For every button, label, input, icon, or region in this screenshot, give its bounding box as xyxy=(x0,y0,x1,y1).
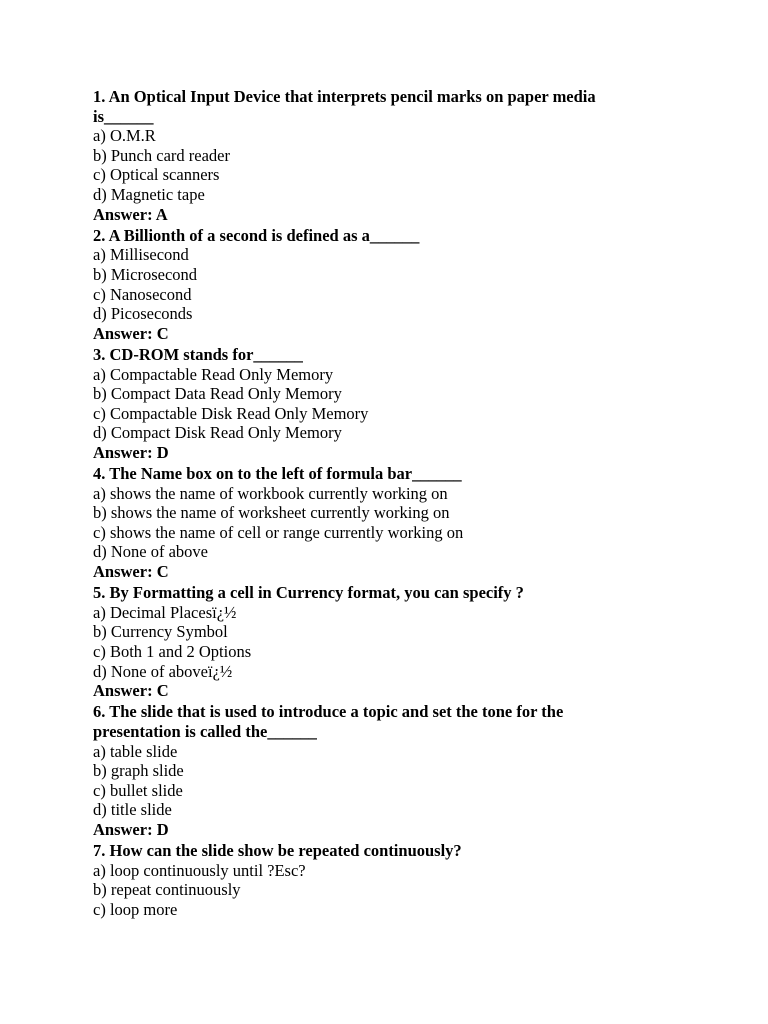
answer-line: Answer: D xyxy=(93,442,169,462)
option-c: c) Both 1 and 2 Options xyxy=(93,642,252,661)
answer-line: Answer: A xyxy=(93,204,168,224)
option-c: c) Compactable Disk Read Only Memory xyxy=(93,403,369,423)
question-text: 2. A Billionth of a second is defined as a______ xyxy=(93,225,420,245)
option-a: a) O.M.R xyxy=(93,126,156,146)
answer-line: Answer: C xyxy=(93,681,169,701)
option-c: c) loop more xyxy=(93,899,178,919)
question-text: 5. By Formatting a cell in Currency format, you can specify ? xyxy=(93,583,524,603)
question-text: 1. An Optical Input Device that interprets pencil marks on paper media is______ xyxy=(93,87,600,126)
option-b: b) Compact Data Read Only Memory xyxy=(93,384,342,404)
option-a: a) Millisecond xyxy=(93,245,189,265)
option-d: d) None of aboveï¿½ xyxy=(93,661,233,681)
option-d: d) Compact Disk Read Only Memory xyxy=(93,423,342,443)
option-d: d) Picoseconds xyxy=(93,304,193,324)
option-d: d) Magnetic tape xyxy=(93,184,205,204)
option-a: a) loop continuously until ?Esc? xyxy=(93,860,306,880)
option-d: d) None of above xyxy=(93,542,209,562)
option-c: c) bullet slide xyxy=(93,780,183,800)
option-c: c) Nanosecond xyxy=(93,284,192,304)
question-text: 3. CD-ROM stands for______ xyxy=(93,344,303,364)
question-7 xyxy=(93,841,653,919)
option-a: a) Compactable Read Only Memory xyxy=(93,364,334,384)
question-text: 4. The Name box on to the left of formula bar______ xyxy=(93,464,462,484)
option-b: b) Currency Symbol xyxy=(93,622,228,642)
question-2 xyxy=(93,226,653,344)
question-text: 6. The slide that is used to introduce a topic and set the tone for the presentation is called the______ xyxy=(93,702,568,741)
option-c: c) Optical scanners xyxy=(93,165,220,185)
option-a: a) shows the name of workbook currently working on xyxy=(93,483,448,503)
question-3 xyxy=(93,345,653,463)
option-b: b) Microsecond xyxy=(93,264,198,284)
option-c: c) shows the name of cell or range currently working on xyxy=(93,522,464,542)
option-b: b) shows the name of worksheet currently working on xyxy=(93,503,450,523)
question-1 xyxy=(93,87,653,224)
question-5 xyxy=(93,583,653,701)
question-6 xyxy=(93,702,653,839)
question-text: 7. How can the slide show be repeated continuously? xyxy=(93,841,462,861)
answer-line: Answer: C xyxy=(93,562,169,582)
answer-line: Answer: C xyxy=(93,323,169,343)
document-page xyxy=(93,87,653,921)
option-a: a) Decimal Placesï¿½ xyxy=(93,602,237,622)
option-b: b) Punch card reader xyxy=(93,145,230,165)
option-d: d) title slide xyxy=(93,800,172,820)
question-4 xyxy=(93,464,653,582)
option-b: b) graph slide xyxy=(93,761,184,781)
option-b: b) repeat continuously xyxy=(93,880,241,900)
answer-line: Answer: D xyxy=(93,819,169,839)
option-a: a) table slide xyxy=(93,741,178,761)
